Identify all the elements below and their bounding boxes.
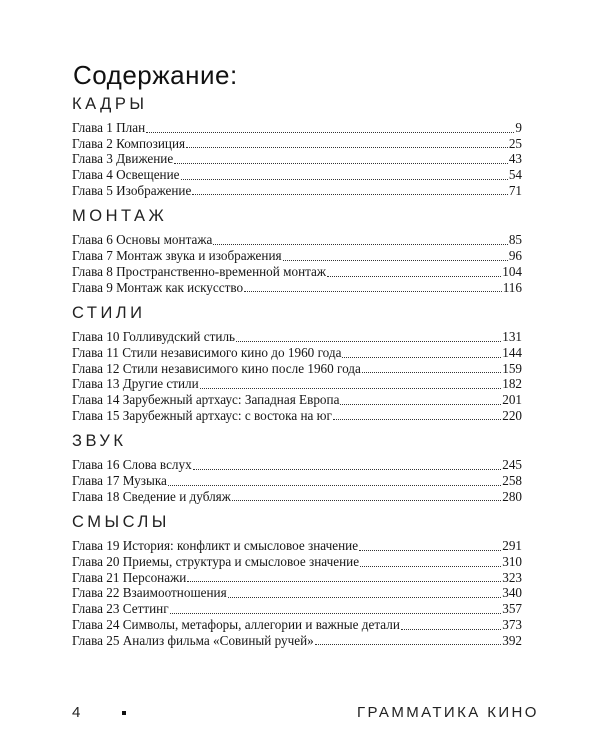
toc-entry — [72, 473, 522, 489]
toc-entry — [72, 376, 522, 392]
toc-section — [72, 510, 522, 648]
chapter-page-number: 357 — [502, 601, 522, 617]
chapter-page-number: 25 — [508, 135, 522, 151]
toc-entry — [72, 280, 522, 296]
dot-leader — [401, 617, 501, 633]
chapter-page-number: 340 — [502, 585, 522, 601]
dot-leader — [186, 136, 508, 152]
chapter-page-number: 85 — [508, 232, 522, 248]
dot-leader — [200, 376, 502, 392]
chapter-page-number: 131 — [502, 329, 522, 345]
chapter-title: Глава 14 Зарубежный артхаус: Западная Европа — [72, 391, 340, 407]
chapter-page-number: 373 — [502, 616, 522, 632]
dot-leader — [283, 248, 508, 264]
chapter-title: Глава 25 Анализ фильма «Совиный ручей» — [72, 632, 314, 648]
chapter-title: Глава 1 План — [72, 120, 146, 135]
chapter-title: Глава 7 Монтаж звука и изображения — [72, 248, 282, 264]
chapter-page-number: 220 — [502, 407, 522, 423]
toc-entry — [72, 361, 522, 377]
chapter-title: Глава 11 Стили независимого кино до 1960 года — [72, 344, 342, 360]
toc-entry — [72, 457, 522, 473]
toc-section — [72, 204, 522, 295]
toc-entry — [72, 601, 522, 617]
dot-leader — [360, 554, 501, 570]
chapter-page-number: 104 — [502, 263, 522, 279]
chapter-page-number: 71 — [508, 182, 522, 198]
chapter-page-number: 116 — [502, 279, 522, 295]
chapter-title: Глава 4 Освещение — [72, 167, 180, 183]
toc-entry — [72, 167, 522, 183]
chapter-page-number: 258 — [502, 473, 522, 488]
chapter-page-number: 54 — [508, 167, 522, 183]
chapter-page-number: 9 — [515, 120, 522, 135]
chapter-page-number: 43 — [508, 151, 522, 167]
toc-entry — [72, 183, 522, 199]
chapter-page-number: 310 — [502, 554, 522, 570]
dot-leader — [362, 361, 501, 377]
toc-entry — [72, 538, 522, 554]
footer-separator-dot — [122, 711, 126, 715]
toc-entry — [72, 264, 522, 280]
chapter-title: Глава 13 Другие стили — [72, 376, 199, 392]
toc-entry — [72, 585, 522, 601]
chapter-title: Глава 22 Взаимоотношения — [72, 585, 227, 601]
toc-entry — [72, 408, 522, 424]
footer-book-title: ГРАММАТИКА КИНО — [357, 704, 539, 721]
chapter-title: Глава 3 Движение — [72, 151, 174, 167]
dot-leader — [340, 392, 501, 408]
dot-leader — [244, 280, 502, 296]
toc-entry — [72, 392, 522, 408]
toc-entry — [72, 232, 522, 248]
toc-section — [72, 429, 522, 504]
chapter-title: Глава 19 История: конфликт и смысловое значение — [72, 538, 359, 554]
chapter-title: Глава 15 Зарубежный артхаус: с востока на юг — [72, 407, 332, 423]
dot-leader — [213, 232, 508, 248]
section-heading: МОНТАЖ — [72, 207, 168, 226]
toc-entry — [72, 120, 522, 136]
dot-leader — [170, 601, 502, 617]
section-heading: СМЫСЛЫ — [72, 513, 170, 532]
page-title: Содержание: — [73, 60, 238, 90]
dot-leader — [187, 570, 501, 586]
toc-entry — [72, 570, 522, 586]
dot-leader — [232, 489, 501, 505]
table-of-contents — [72, 92, 522, 648]
chapter-page-number: 323 — [502, 569, 522, 585]
chapter-page-number: 201 — [502, 391, 522, 407]
dot-leader — [236, 329, 501, 345]
dot-leader — [181, 167, 508, 183]
chapter-title: Глава 10 Голливудский стиль — [72, 329, 236, 345]
chapter-page-number: 291 — [502, 538, 522, 554]
dot-leader — [146, 120, 514, 136]
dot-leader — [228, 585, 502, 601]
toc-entry — [72, 248, 522, 264]
chapter-title: Глава 21 Персонажи — [72, 569, 187, 585]
section-heading: ЗВУК — [72, 432, 127, 451]
section-heading: СТИЛИ — [72, 304, 146, 323]
dot-leader — [315, 633, 501, 649]
chapter-page-number: 96 — [508, 248, 522, 264]
chapter-title: Глава 5 Изображение — [72, 182, 192, 198]
chapter-page-number: 182 — [502, 376, 522, 392]
chapter-title: Глава 6 Основы монтажа — [72, 232, 213, 248]
toc-section — [72, 301, 522, 423]
toc-entry — [72, 489, 522, 505]
chapter-title: Глава 24 Символы, метафоры, аллегории и важные детали — [72, 616, 400, 632]
chapter-title: Глава 2 Композиция — [72, 135, 186, 151]
dot-leader — [327, 264, 501, 280]
footer-page-number: 4 — [72, 704, 81, 721]
dot-leader — [168, 473, 501, 489]
toc-entry — [72, 151, 522, 167]
chapter-title: Глава 12 Стили независимого кино после 1960 года — [72, 360, 361, 376]
chapter-page-number: 392 — [502, 632, 522, 648]
dot-leader — [174, 151, 508, 167]
toc-entry — [72, 345, 522, 361]
toc-section — [72, 92, 522, 198]
chapter-page-number: 280 — [502, 488, 522, 504]
toc-entry — [72, 136, 522, 152]
dot-leader — [333, 408, 501, 424]
chapter-title: Глава 9 Монтаж как искусство — [72, 279, 244, 295]
toc-entry — [72, 329, 522, 345]
section-heading: КАДРЫ — [72, 95, 148, 113]
dot-leader — [193, 457, 502, 473]
toc-entry — [72, 633, 522, 649]
toc-entry — [72, 554, 522, 570]
dot-leader — [359, 538, 501, 554]
chapter-page-number: 144 — [502, 344, 522, 360]
chapter-title: Глава 23 Сеттинг — [72, 601, 169, 617]
toc-entry — [72, 617, 522, 633]
chapter-title: Глава 18 Сведение и дубляж — [72, 488, 231, 504]
chapter-title: Глава 17 Музыка — [72, 473, 167, 488]
chapter-title: Глава 20 Приемы, структура и смысловое значение — [72, 554, 360, 570]
dot-leader — [192, 183, 507, 199]
dot-leader — [342, 345, 501, 361]
chapter-page-number: 159 — [502, 360, 522, 376]
chapter-title: Глава 16 Слова вслух — [72, 457, 192, 473]
chapter-page-number: 245 — [502, 457, 522, 473]
chapter-title: Глава 8 Пространственно-временной монтаж — [72, 263, 327, 279]
